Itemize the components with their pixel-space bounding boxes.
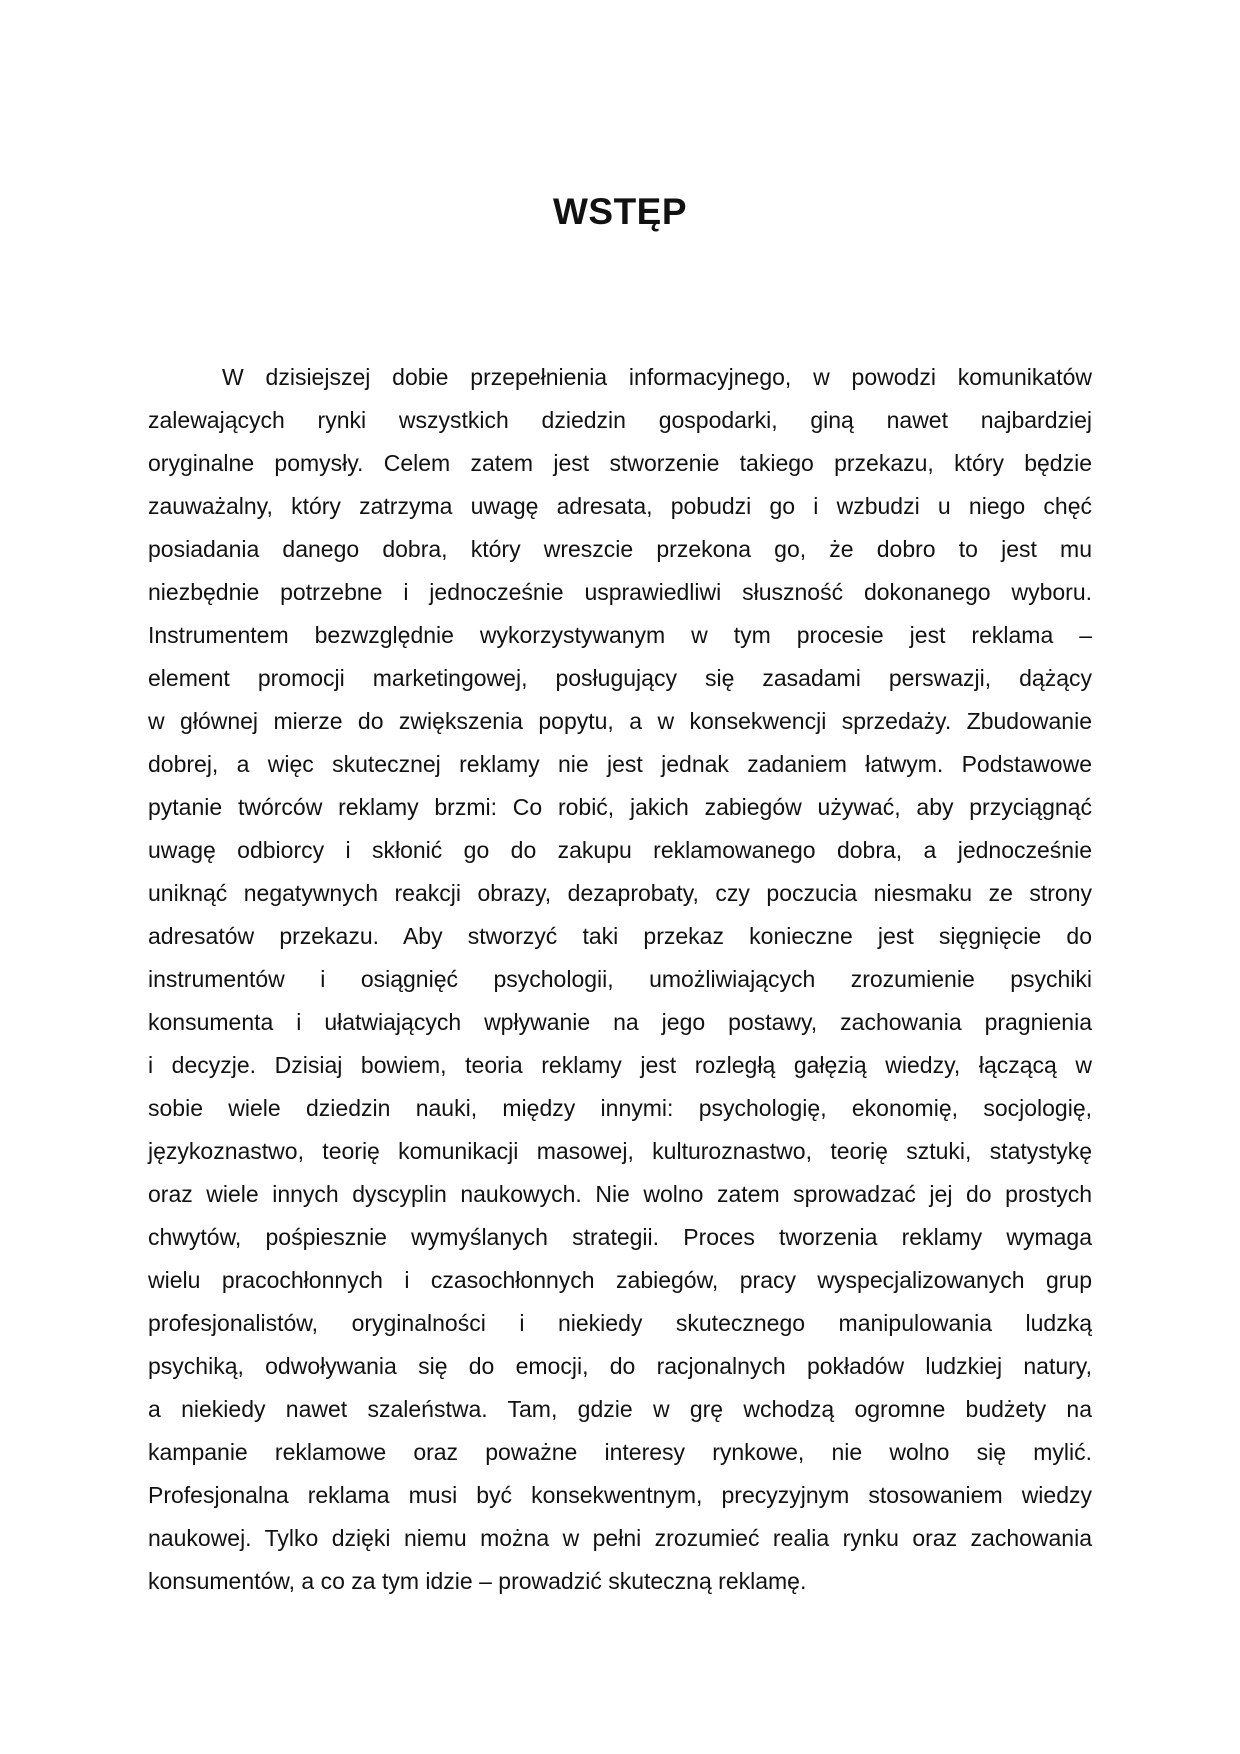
paragraph-line: wielu pracochłonnych i czasochłonnych zabiegów, pracy wyspecjalizowanych grup	[148, 1267, 1092, 1293]
paragraph-line: konsumentów, a co za tym idzie – prowadzić skuteczną reklamę.	[148, 1568, 807, 1594]
paragraph-line: psychiką, odwoływania się do emocji, do racjonalnych pokładów ludzkiej natury,	[148, 1353, 1092, 1379]
paragraph-line: niezbędnie potrzebne i jednocześnie usprawiedliwi słuszność dokonanego wyboru.	[148, 579, 1092, 605]
paragraph-line: zauważalny, który zatrzyma uwagę adresata, pobudzi go i wzbudzi u niego chęć	[148, 493, 1092, 519]
paragraph-line: konsumenta i ułatwiających wpływanie na jego postawy, zachowania pragnienia	[148, 1009, 1092, 1035]
paragraph-line: zalewających rynki wszystkich dziedzin gospodarki, giną nawet najbardziej	[148, 407, 1092, 433]
paragraph-line: oryginalne pomysły. Celem zatem jest stworzenie takiego przekazu, który będzie	[148, 450, 1092, 476]
paragraph-line: chwytów, pośpiesznie wymyślanych strategii. Proces tworzenia reklamy wymaga	[148, 1224, 1092, 1250]
paragraph-line: adresatów przekazu. Aby stworzyć taki przekaz konieczne jest sięgnięcie do	[148, 923, 1092, 949]
paragraph-line: uwagę odbiorcy i skłonić go do zakupu reklamowanego dobra, a jednocześnie	[148, 837, 1092, 863]
paragraph-line: posiadania danego dobra, który wreszcie przekona go, że dobro to jest mu	[148, 536, 1092, 562]
paragraph-line: a niekiedy nawet szaleństwa. Tam, gdzie w grę wchodzą ogromne budżety na	[148, 1396, 1092, 1422]
page-title: WSTĘP	[552, 191, 688, 232]
paragraph-line: dobrej, a więc skutecznej reklamy nie jest jednak zadaniem łatwym. Podstawowe	[148, 751, 1092, 777]
paragraph-line: i decyzje. Dzisiaj bowiem, teoria reklamy jest rozległą gałęzią wiedzy, łączącą w	[148, 1052, 1092, 1078]
paragraph-line: Profesjonalna reklama musi być konsekwentnym, precyzyjnym stosowaniem wiedzy	[148, 1482, 1092, 1508]
paragraph-line: element promocji marketingowej, posługujący się zasadami perswazji, dążący	[148, 665, 1092, 691]
paragraph-line: naukowej. Tylko dzięki niemu można w pełni zrozumieć realia rynku oraz zachowania	[148, 1525, 1092, 1551]
paragraph-line: kampanie reklamowe oraz poważne interesy rynkowe, nie wolno się mylić.	[148, 1439, 1092, 1465]
paragraph-line: sobie wiele dziedzin nauki, między innymi: psychologię, ekonomię, socjologię,	[148, 1095, 1092, 1121]
paragraph-line: językoznastwo, teorię komunikacji masowej, kulturoznastwo, teorię sztuki, statystykę	[148, 1138, 1092, 1164]
paragraph-line: uniknąć negatywnych reakcji obrazy, dezaprobaty, czy poczucia niesmaku ze strony	[148, 880, 1092, 906]
paragraph-line: instrumentów i osiągnięć psychologii, umożliwiających zrozumienie psychiki	[148, 966, 1092, 992]
body-paragraph	[148, 356, 1092, 1603]
paragraph-line: W dzisiejszej dobie przepełnienia informacyjnego, w powodzi komunikatów	[222, 364, 1092, 390]
paragraph-line: oraz wiele innych dyscyplin naukowych. Nie wolno zatem sprowadzać jej do prostych	[148, 1181, 1092, 1207]
paragraph-line: pytanie twórców reklamy brzmi: Co robić, jakich zabiegów używać, aby przyciągnąć	[148, 794, 1092, 820]
paragraph-line: w głównej mierze do zwiększenia popytu, a w konsekwencji sprzedaży. Zbudowanie	[148, 708, 1092, 734]
paragraph-line: profesjonalistów, oryginalności i niekiedy skutecznego manipulowania ludzką	[148, 1310, 1092, 1336]
paragraph-line: Instrumentem bezwzględnie wykorzystywanym w tym procesie jest reklama –	[148, 622, 1092, 648]
